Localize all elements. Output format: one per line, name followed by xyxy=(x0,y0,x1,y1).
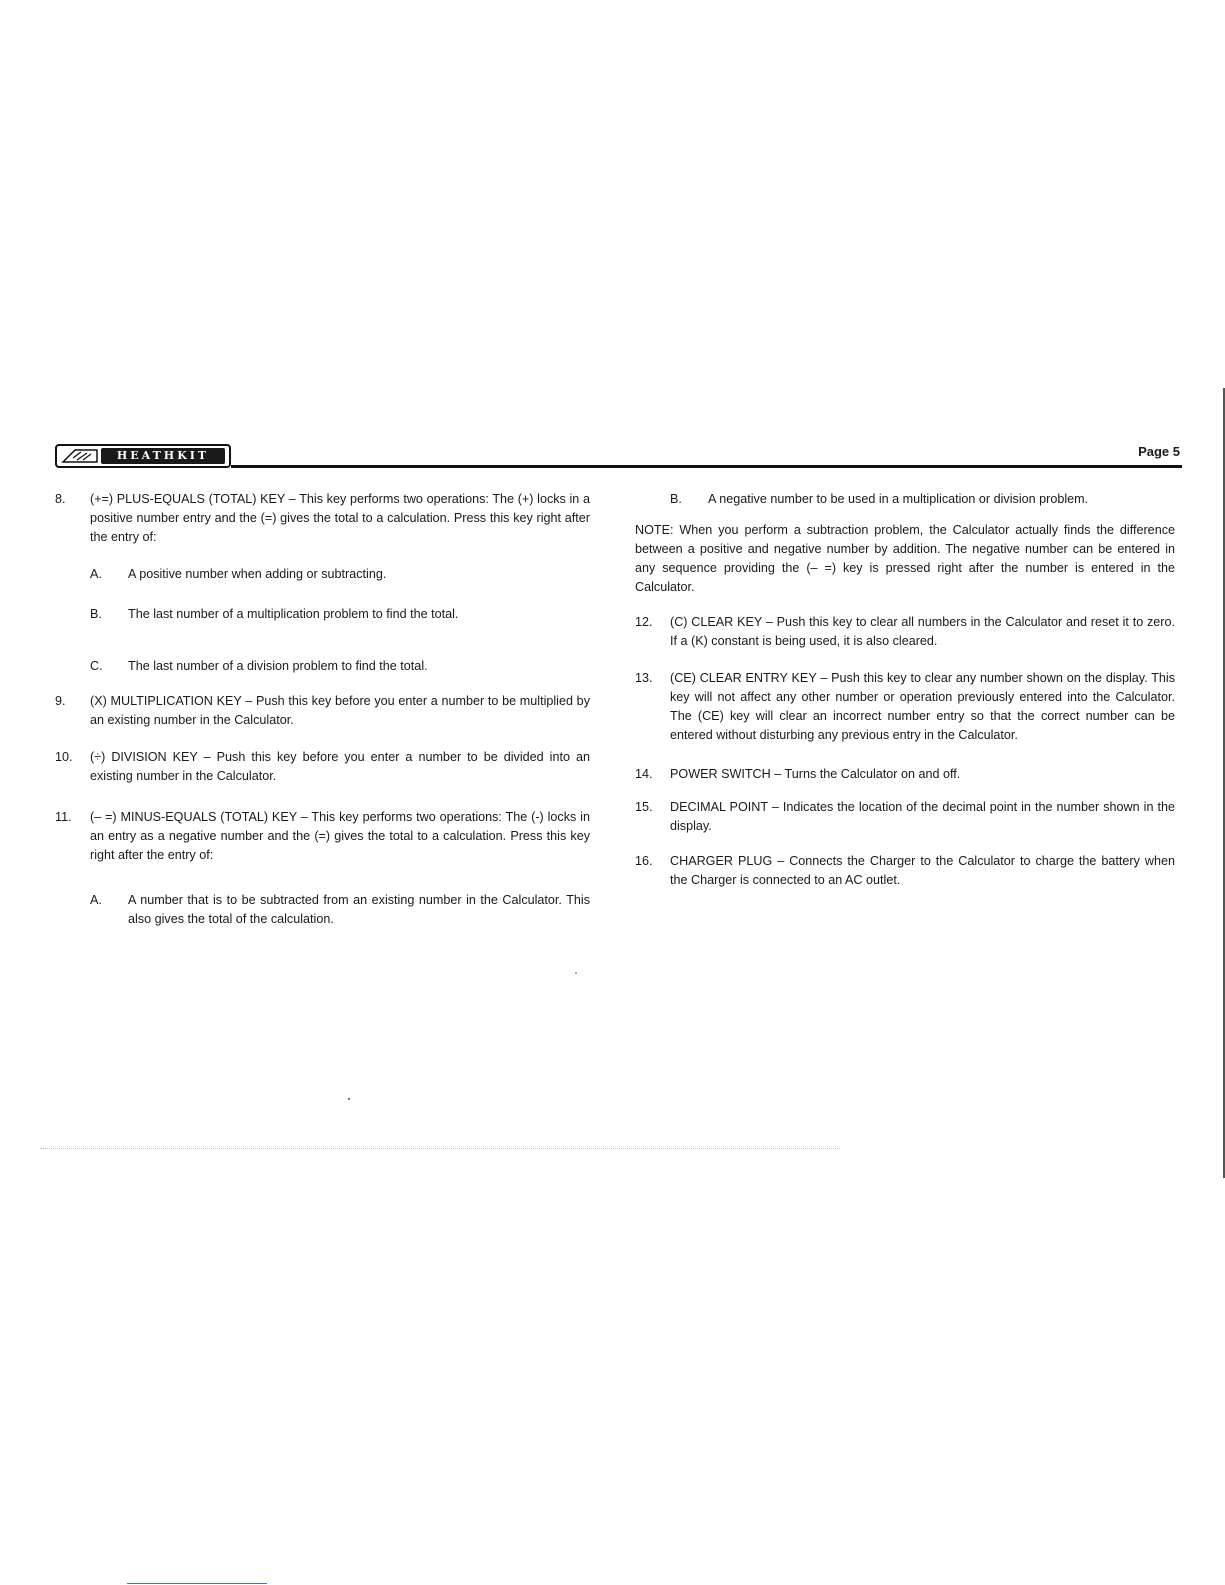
item-text: (+=) PLUS-EQUALS (TOTAL) KEY – This key performs two operations: The (+) locks in a positive number entry and the (=) gives the total to a calculation. Press this key right after the entry of: xyxy=(90,492,590,544)
item-text: (÷) DIVISION KEY – Push this key before you enter a number to be divided into an existing number in the Calculator. xyxy=(90,750,590,783)
logo-emblem-icon xyxy=(61,448,99,464)
list-item xyxy=(55,748,590,786)
sub-item-text: A negative number to be used in a multiplication or division problem. xyxy=(708,492,1089,506)
item-number: 8. xyxy=(55,492,66,506)
scan-artifact-dot xyxy=(348,1098,350,1100)
item-number: 14. xyxy=(635,767,653,781)
item-number: 13. xyxy=(635,671,653,685)
note-paragraph: NOTE: When you perform a subtraction problem, the Calculator actually finds the difference between a positive and negative number by addition. The negative number can be entered in any sequence providing the (– =) key is pressed right after the number is entered in the Calculator. xyxy=(635,523,1175,594)
item-number: 10. xyxy=(55,750,73,764)
header-rule xyxy=(231,465,1182,468)
list-item xyxy=(635,669,1175,745)
page-number: Page 5 xyxy=(1138,444,1180,459)
item-text: (X) MULTIPLICATION KEY – Push this key before you enter a number to be multiplied by an existing number in the Calculator. xyxy=(90,694,590,727)
logo-wordmark: HEATHKIT xyxy=(101,448,225,464)
sub-item-text: A positive number when adding or subtracting. xyxy=(128,567,387,581)
left-column xyxy=(55,490,590,950)
bottom-link-underline xyxy=(127,1583,267,1584)
list-item xyxy=(635,765,1175,784)
item-text: (C) CLEAR KEY – Push this key to clear all numbers in the Calculator and reset it to zero. If a (K) constant is being used, it is also cleared. xyxy=(670,615,1175,648)
sub-item xyxy=(635,490,1175,509)
item-number: 16. xyxy=(635,854,653,868)
item-text: (CE) CLEAR ENTRY KEY – Push this key to clear any number shown on the display. This key will not affect any other number or operation previously entered into the Calculator. The (CE) key will clear an incorrect number entry so that the correct number can be entered without disturbing any previous entry in the Calculator. xyxy=(670,671,1175,742)
item-number: 11. xyxy=(55,810,72,824)
item-number: 12. xyxy=(635,615,653,629)
sub-item-text: A number that is to be subtracted from an existing number in the Calculator. This also gives the total of the calculation. xyxy=(128,893,590,926)
item-text: CHARGER PLUG – Connects the Charger to the Calculator to charge the battery when the Charger is connected to an AC outlet. xyxy=(670,854,1175,887)
item-text: DECIMAL POINT – Indicates the location of the decimal point in the number shown in the display. xyxy=(670,800,1175,833)
sub-item-text: The last number of a division problem to find the total. xyxy=(128,659,428,673)
item-text: (– =) MINUS-EQUALS (TOTAL) KEY – This key performs two operations: The (-) locks in an entry as a negative number and the (=) gives the total to a calculation. Press this key right after the entry of: xyxy=(90,810,590,862)
sub-item xyxy=(55,565,590,584)
heathkit-logo xyxy=(55,444,231,468)
list-item xyxy=(55,692,590,730)
sub-item xyxy=(55,605,590,624)
list-item xyxy=(55,808,590,865)
sub-item-label: C. xyxy=(90,659,103,673)
sub-item-label: B. xyxy=(90,607,102,621)
scan-artifact-line xyxy=(40,1148,840,1151)
page-header xyxy=(55,444,1182,470)
list-item xyxy=(635,852,1175,890)
right-column xyxy=(635,490,1175,908)
list-item xyxy=(635,798,1175,836)
sub-item xyxy=(55,657,590,676)
list-item xyxy=(635,613,1175,651)
sub-item xyxy=(55,891,590,929)
item-text: POWER SWITCH – Turns the Calculator on and off. xyxy=(670,767,961,781)
sub-item-text: The last number of a multiplication problem to find the total. xyxy=(128,607,459,621)
sub-item-label: B. xyxy=(670,492,682,506)
item-number: 9. xyxy=(55,694,66,708)
sub-item-label: A. xyxy=(90,567,102,581)
list-item xyxy=(55,490,590,547)
sub-item-label: A. xyxy=(90,893,102,907)
scan-artifact-dot xyxy=(575,972,577,974)
item-number: 15. xyxy=(635,800,653,814)
